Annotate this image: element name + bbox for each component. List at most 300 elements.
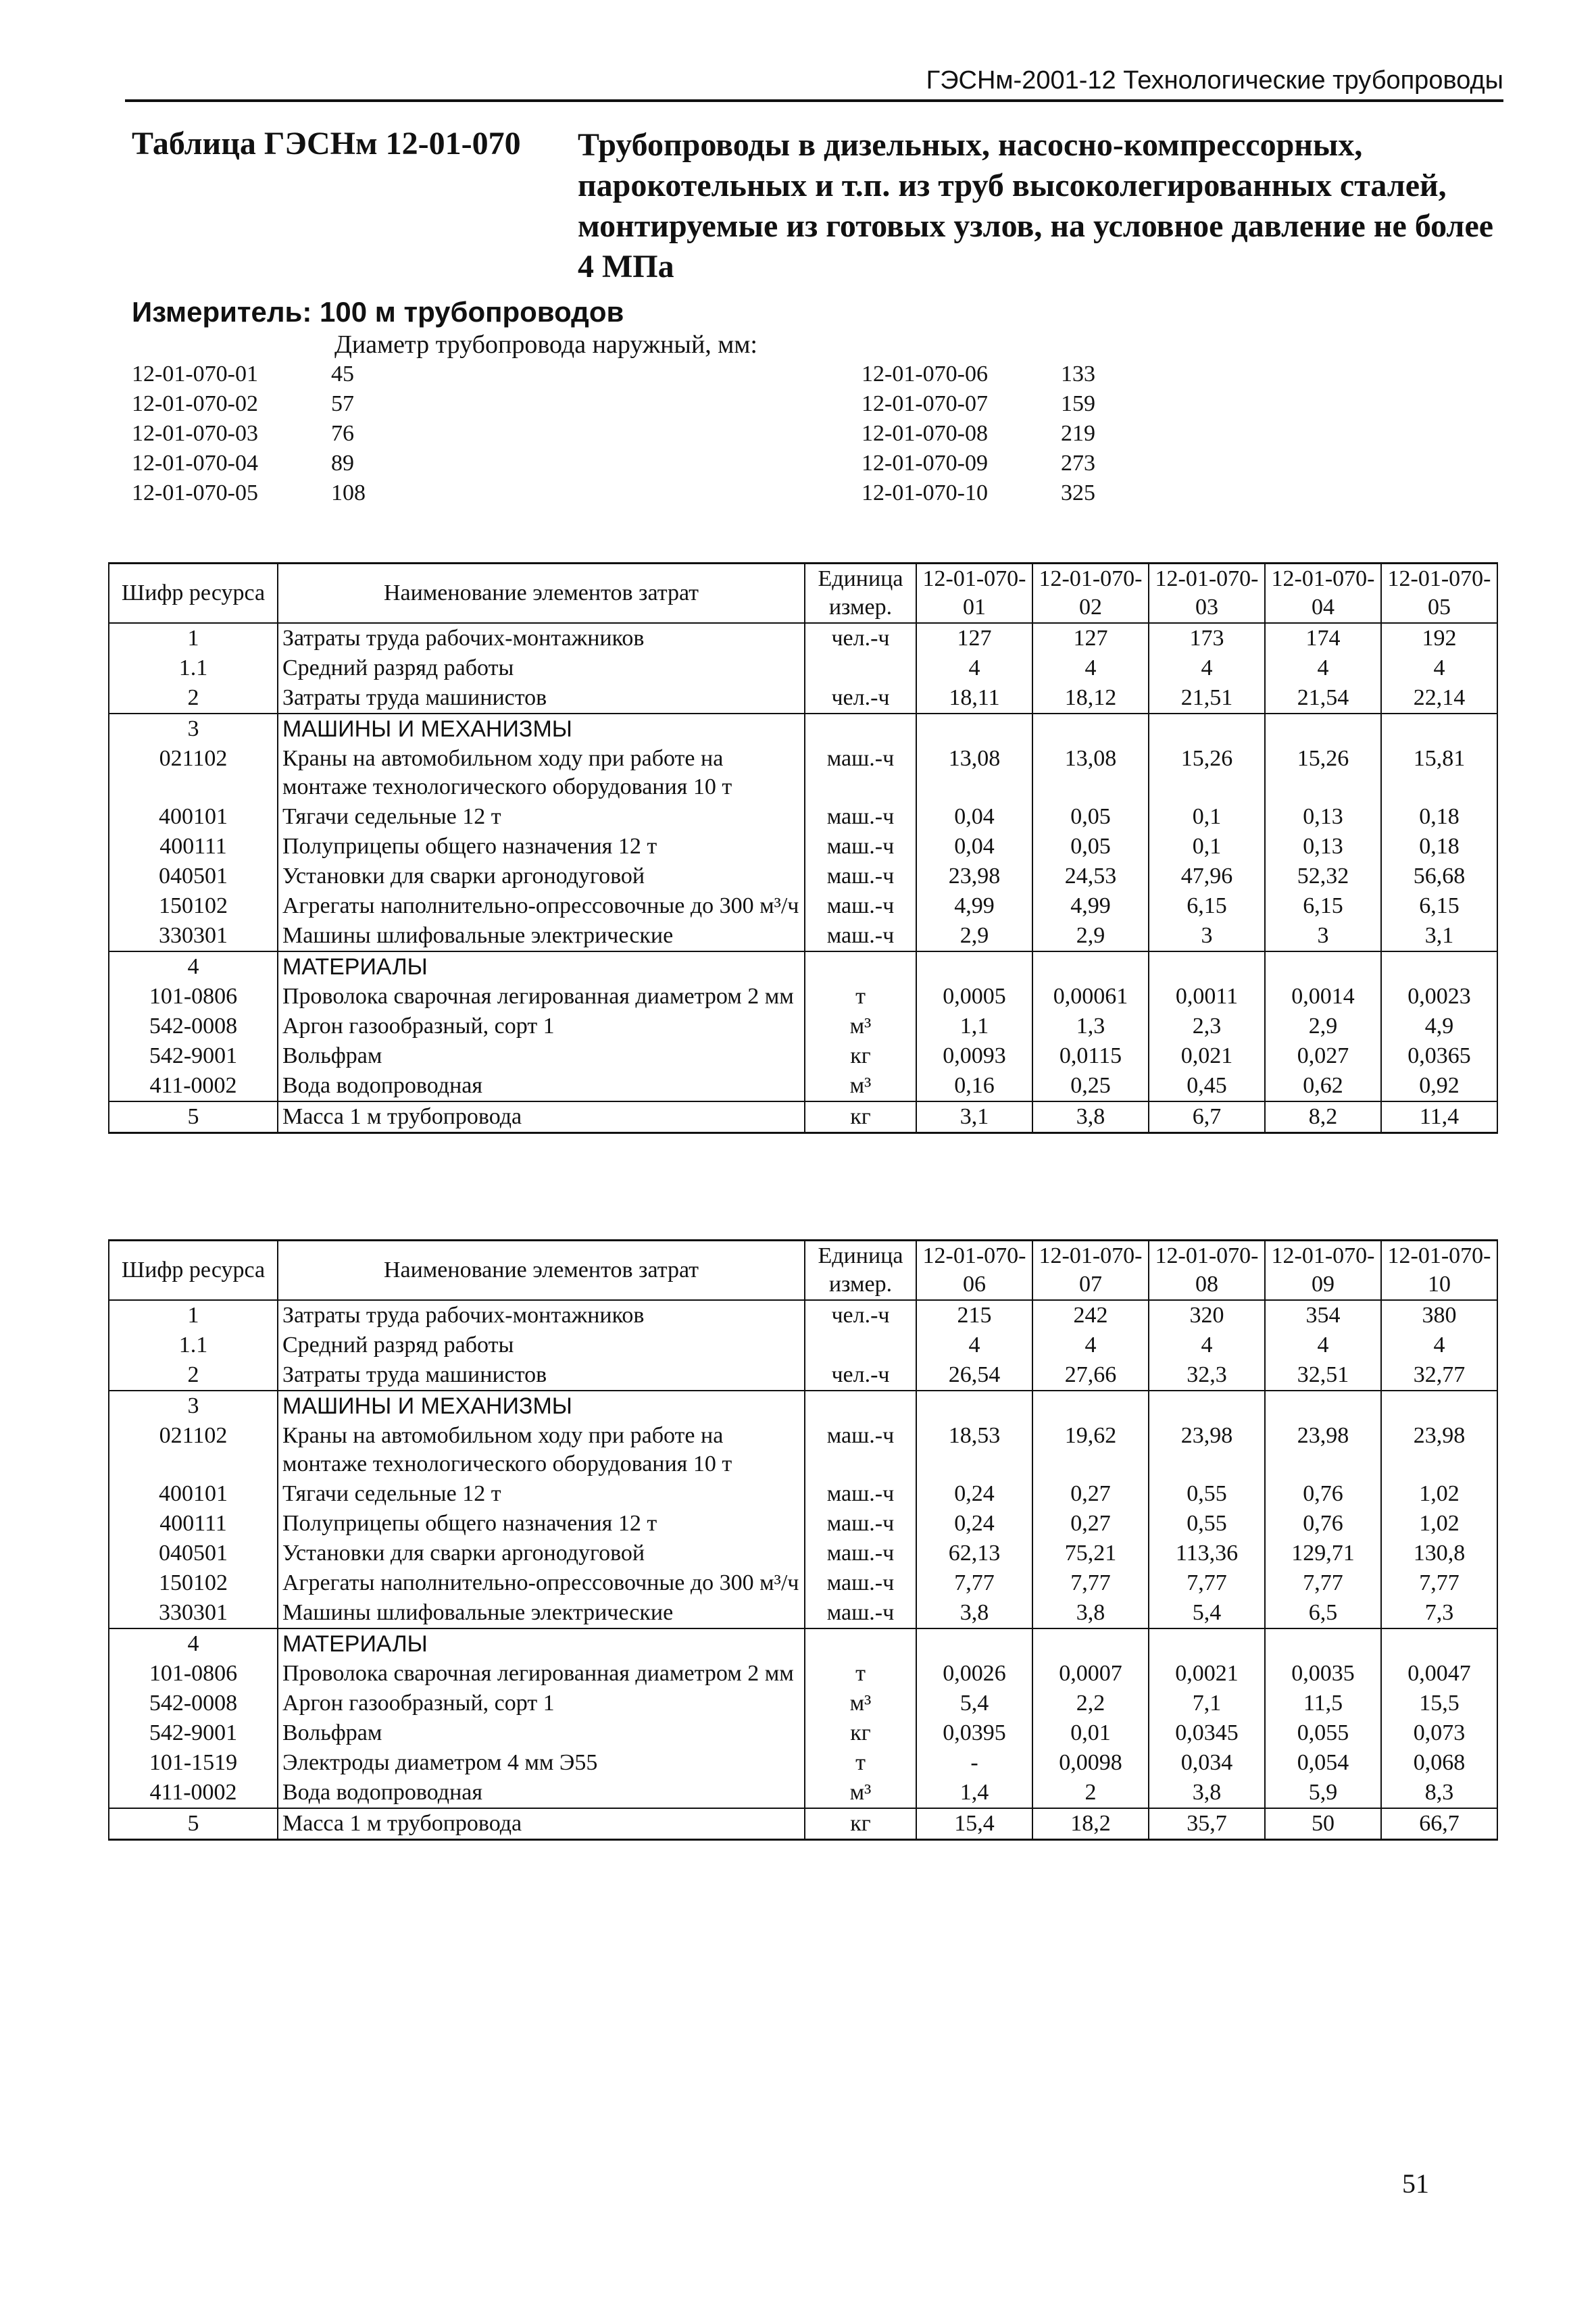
diameter-item (862, 478, 1095, 508)
value-cell (1265, 1391, 1381, 1421)
diameter-item (862, 449, 1095, 478)
value-cell: 127 (916, 623, 1032, 653)
header-unit: Единица измер. (805, 564, 916, 624)
diameter-code: 12-01-070-07 (862, 391, 988, 416)
value-cell: 18,12 (1032, 683, 1149, 714)
cost-element-name: Установки для сварки аргонодуговой (278, 862, 805, 891)
diameter-caption: Диаметр трубопровода наружный, мм: (334, 330, 757, 359)
value-cell: 4 (1032, 1330, 1149, 1360)
value-cell (916, 714, 1032, 744)
value-cell: 23,98 (1381, 1421, 1497, 1479)
value-cell: 0,45 (1149, 1071, 1265, 1101)
table-row (109, 921, 1497, 951)
unit-cell: кг (805, 1718, 916, 1748)
value-cell: 192 (1381, 623, 1497, 653)
diameter-code: 12-01-070-08 (862, 421, 988, 446)
unit-cell: м³ (805, 1689, 916, 1718)
value-cell: 0,18 (1381, 832, 1497, 862)
table-row (109, 982, 1497, 1012)
value-cell (1381, 714, 1497, 744)
table-row (109, 891, 1497, 921)
resource-code: 542-9001 (109, 1041, 278, 1071)
value-cell: 0,0011 (1149, 982, 1265, 1012)
value-cell: 8,2 (1265, 1101, 1381, 1133)
value-cell: 47,96 (1149, 862, 1265, 891)
diameter-item (862, 389, 1095, 419)
value-cell: 18,53 (916, 1421, 1032, 1479)
value-cell: 0,01 (1032, 1718, 1149, 1748)
value-cell: 0,27 (1032, 1479, 1149, 1509)
table-row (109, 623, 1497, 653)
unit-cell: маш.-ч (805, 832, 916, 862)
diameter-item (132, 449, 366, 478)
diameter-value: 133 (1061, 362, 1095, 387)
header-name: Наименование элементов затрат (278, 1241, 805, 1301)
resource-code: 542-0008 (109, 1689, 278, 1718)
table-row (109, 1509, 1497, 1539)
unit-cell: маш.-ч (805, 802, 916, 832)
table-row (109, 1689, 1497, 1718)
unit-cell (805, 1391, 916, 1421)
value-cell (1265, 1628, 1381, 1659)
value-cell: 0,027 (1265, 1041, 1381, 1071)
unit-cell: маш.-ч (805, 891, 916, 921)
unit-cell: маш.-ч (805, 1598, 916, 1628)
value-cell: 8,3 (1381, 1778, 1497, 1808)
unit-cell: м³ (805, 1012, 916, 1041)
header-code: Шифр ресурса (109, 564, 278, 624)
diameter-value: 325 (1061, 480, 1095, 505)
value-cell: 0,76 (1265, 1509, 1381, 1539)
table-row (109, 744, 1497, 802)
diameter-code: 12-01-070-10 (862, 480, 988, 505)
resource-code: 101-0806 (109, 982, 278, 1012)
unit-cell: чел.-ч (805, 1300, 916, 1330)
table-row (109, 1659, 1497, 1689)
resource-code: 411-0002 (109, 1071, 278, 1101)
cost-element-name: МАТЕРИАЛЫ (278, 951, 805, 982)
value-cell (1265, 951, 1381, 982)
resource-code: 330301 (109, 1598, 278, 1628)
value-cell: 0,0345 (1149, 1718, 1265, 1748)
cost-element-name: Машины шлифовальные электрические (278, 921, 805, 951)
table-row (109, 1360, 1497, 1391)
table-row (109, 653, 1497, 683)
unit-cell: маш.-ч (805, 1421, 916, 1479)
unit-cell: кг (805, 1101, 916, 1133)
diameter-value: 89 (331, 451, 354, 476)
diameter-item (132, 419, 366, 449)
table-row (109, 1421, 1497, 1479)
resource-code: 330301 (109, 921, 278, 951)
value-cell: 2,2 (1032, 1689, 1149, 1718)
value-cell: 0,24 (916, 1479, 1032, 1509)
resource-code: 021102 (109, 744, 278, 802)
unit-cell (805, 714, 916, 744)
value-cell: 0,25 (1032, 1071, 1149, 1101)
table-row (109, 1479, 1497, 1509)
value-cell: 5,4 (916, 1689, 1032, 1718)
value-cell: 0,04 (916, 802, 1032, 832)
value-cell: 4 (1265, 653, 1381, 683)
value-cell: 75,21 (1032, 1539, 1149, 1568)
value-cell: 0,62 (1265, 1071, 1381, 1101)
value-cell (916, 951, 1032, 982)
diameter-code: 12-01-070-06 (862, 362, 988, 387)
value-cell: 354 (1265, 1300, 1381, 1330)
resource-code: 400101 (109, 802, 278, 832)
table-label: Таблица ГЭСНм 12-01-070 (132, 126, 521, 161)
value-cell: 7,77 (1381, 1568, 1497, 1598)
page-number: 51 (1402, 2168, 1429, 2199)
resource-code: 2 (109, 1360, 278, 1391)
value-cell: 3 (1265, 921, 1381, 951)
value-cell: 0,04 (916, 832, 1032, 862)
value-cell: 15,81 (1381, 744, 1497, 802)
value-cell: 7,3 (1381, 1598, 1497, 1628)
value-cell (1032, 714, 1149, 744)
cost-element-name: Краны на автомобильном ходу при работе на монтаже технологического оборудования 10 т (278, 1421, 805, 1479)
value-cell: 6,7 (1149, 1101, 1265, 1133)
unit-cell: маш.-ч (805, 921, 916, 951)
value-cell (1149, 714, 1265, 744)
header-column: 12-01-070-05 (1381, 564, 1497, 624)
resource-code: 400101 (109, 1479, 278, 1509)
header-code: Шифр ресурса (109, 1241, 278, 1301)
resource-code: 411-0002 (109, 1778, 278, 1808)
value-cell: 0,1 (1149, 802, 1265, 832)
header-column: 12-01-070-02 (1032, 564, 1149, 624)
value-cell: 3,8 (1032, 1598, 1149, 1628)
table-row (109, 1300, 1497, 1330)
header-column: 12-01-070-03 (1149, 564, 1265, 624)
cost-element-name: Агрегаты наполнительно-опрессовочные до 300 м³/ч (278, 1568, 805, 1598)
value-cell: 0,76 (1265, 1479, 1381, 1509)
unit-cell: чел.-ч (805, 1360, 916, 1391)
resource-code: 4 (109, 1628, 278, 1659)
value-cell: 0,92 (1381, 1071, 1497, 1101)
diameter-list-left (132, 359, 366, 508)
cost-element-name: Проволока сварочная легированная диаметром 2 мм (278, 982, 805, 1012)
value-cell: 0,073 (1381, 1718, 1497, 1748)
value-cell (916, 1391, 1032, 1421)
value-cell: 3,8 (1149, 1778, 1265, 1808)
cost-element-name: Полуприцепы общего назначения 12 т (278, 1509, 805, 1539)
value-cell (1149, 1391, 1265, 1421)
value-cell: 7,77 (1149, 1568, 1265, 1598)
resource-code: 150102 (109, 891, 278, 921)
value-cell: 6,15 (1265, 891, 1381, 921)
value-cell: 4 (916, 1330, 1032, 1360)
resource-code: 542-0008 (109, 1012, 278, 1041)
value-cell: 0,054 (1265, 1748, 1381, 1778)
value-cell: 0,24 (916, 1509, 1032, 1539)
value-cell: 7,77 (1032, 1568, 1149, 1598)
value-cell: 0,05 (1032, 832, 1149, 862)
value-cell: 5,4 (1149, 1598, 1265, 1628)
value-cell: 0,0395 (916, 1718, 1032, 1748)
value-cell: 0,0005 (916, 982, 1032, 1012)
table-row (109, 1778, 1497, 1808)
cost-element-name: Проволока сварочная легированная диаметром 2 мм (278, 1659, 805, 1689)
header-column: 12-01-070-07 (1032, 1241, 1149, 1301)
value-cell: 6,15 (1149, 891, 1265, 921)
table-header-row (109, 564, 1497, 624)
value-cell: 2,3 (1149, 1012, 1265, 1041)
value-cell: 2,9 (916, 921, 1032, 951)
value-cell: 66,7 (1381, 1808, 1497, 1840)
value-cell: 0,055 (1265, 1718, 1381, 1748)
value-cell: 13,08 (916, 744, 1032, 802)
value-cell: 0,13 (1265, 802, 1381, 832)
value-cell (1381, 951, 1497, 982)
value-cell (1032, 1391, 1149, 1421)
unit-cell: маш.-ч (805, 1479, 916, 1509)
resource-code: 101-0806 (109, 1659, 278, 1689)
value-cell (1265, 714, 1381, 744)
diameter-item (132, 359, 366, 389)
value-cell: 22,14 (1381, 683, 1497, 714)
unit-cell: чел.-ч (805, 623, 916, 653)
unit-cell: т (805, 1748, 916, 1778)
value-cell (1032, 951, 1149, 982)
measure-value: 100 м трубопроводов (320, 296, 624, 328)
diameter-item (862, 419, 1095, 449)
cost-element-name: Затраты труда машинистов (278, 1360, 805, 1391)
resource-code: 542-9001 (109, 1718, 278, 1748)
value-cell: 2,9 (1265, 1012, 1381, 1041)
value-cell: 0,05 (1032, 802, 1149, 832)
value-cell: 0,0047 (1381, 1659, 1497, 1689)
cost-element-name: Затраты труда рабочих-монтажников (278, 623, 805, 653)
diameter-item (862, 359, 1095, 389)
value-cell: 11,5 (1265, 1689, 1381, 1718)
value-cell: 7,77 (916, 1568, 1032, 1598)
value-cell: 24,53 (1032, 862, 1149, 891)
resource-code: 101-1519 (109, 1748, 278, 1778)
value-cell: 174 (1265, 623, 1381, 653)
table-header-row (109, 1241, 1497, 1301)
value-cell: 0,16 (916, 1071, 1032, 1101)
header-column: 12-01-070-10 (1381, 1241, 1497, 1301)
value-cell: 0,0007 (1032, 1659, 1149, 1689)
value-cell: 380 (1381, 1300, 1497, 1330)
table-row (109, 1718, 1497, 1748)
unit-cell: маш.-ч (805, 1568, 916, 1598)
unit-cell: м³ (805, 1778, 916, 1808)
value-cell: 4 (916, 653, 1032, 683)
value-cell: 23,98 (1149, 1421, 1265, 1479)
cost-element-name: Вода водопроводная (278, 1778, 805, 1808)
diameter-value: 108 (331, 480, 366, 505)
diameter-value: 273 (1061, 451, 1095, 476)
value-cell: 7,77 (1265, 1568, 1381, 1598)
running-header: ГЭСНм-2001-12 Технологические трубопроводы (125, 66, 1503, 102)
value-cell: 32,51 (1265, 1360, 1381, 1391)
value-cell: 0,13 (1265, 832, 1381, 862)
value-cell (1149, 1628, 1265, 1659)
value-cell: 15,5 (1381, 1689, 1497, 1718)
unit-cell (805, 1628, 916, 1659)
resource-code: 1 (109, 623, 278, 653)
value-cell: 1,02 (1381, 1479, 1497, 1509)
value-cell: 6,15 (1381, 891, 1497, 921)
resource-code: 2 (109, 683, 278, 714)
table-row (109, 1041, 1497, 1071)
value-cell: 13,08 (1032, 744, 1149, 802)
value-cell: 4 (1032, 653, 1149, 683)
diameter-code: 12-01-070-01 (132, 362, 258, 387)
value-cell: 0,0098 (1032, 1748, 1149, 1778)
diameter-value: 76 (331, 421, 354, 446)
resource-code: 040501 (109, 862, 278, 891)
value-cell: 56,68 (1381, 862, 1497, 891)
unit-cell: маш.-ч (805, 1509, 916, 1539)
header-column: 12-01-070-01 (916, 564, 1032, 624)
value-cell: 62,13 (916, 1539, 1032, 1568)
table-row (109, 1628, 1497, 1659)
value-cell: 1,02 (1381, 1509, 1497, 1539)
value-cell: 129,71 (1265, 1539, 1381, 1568)
value-cell: 18,11 (916, 683, 1032, 714)
value-cell: 4 (1381, 653, 1497, 683)
table-row (109, 1598, 1497, 1628)
resource-code: 1.1 (109, 653, 278, 683)
cost-element-name: Масса 1 м трубопровода (278, 1101, 805, 1133)
value-cell: 4,99 (916, 891, 1032, 921)
cost-element-name: Машины шлифовальные электрические (278, 1598, 805, 1628)
cost-element-name: Полуприцепы общего назначения 12 т (278, 832, 805, 862)
value-cell: 0,55 (1149, 1509, 1265, 1539)
value-cell: 3,8 (1032, 1101, 1149, 1133)
resource-code: 040501 (109, 1539, 278, 1568)
value-cell: 3 (1149, 921, 1265, 951)
header-unit: Единица измер. (805, 1241, 916, 1301)
cost-element-name: Средний разряд работы (278, 653, 805, 683)
unit-cell: маш.-ч (805, 1539, 916, 1568)
table-row (109, 1071, 1497, 1101)
header-column: 12-01-070-09 (1265, 1241, 1381, 1301)
value-cell: 1,3 (1032, 1012, 1149, 1041)
value-cell: 0,0014 (1265, 982, 1381, 1012)
value-cell: 4 (1149, 653, 1265, 683)
cost-element-name: Аргон газообразный, сорт 1 (278, 1012, 805, 1041)
value-cell: 0,0115 (1032, 1041, 1149, 1071)
value-cell: 4,9 (1381, 1012, 1497, 1041)
value-cell: 6,5 (1265, 1598, 1381, 1628)
cost-element-name: Масса 1 м трубопровода (278, 1808, 805, 1840)
value-cell: 113,36 (1149, 1539, 1265, 1568)
cost-element-name: Средний разряд работы (278, 1330, 805, 1360)
value-cell (1381, 1628, 1497, 1659)
resource-code: 3 (109, 1391, 278, 1421)
unit-cell (805, 1330, 916, 1360)
cost-element-name: Тягачи седельные 12 т (278, 802, 805, 832)
value-cell: 0,034 (1149, 1748, 1265, 1778)
table-row (109, 683, 1497, 714)
value-cell: 15,4 (916, 1808, 1032, 1840)
value-cell: 127 (1032, 623, 1149, 653)
unit-cell: маш.-ч (805, 862, 916, 891)
measure-line (132, 296, 624, 328)
table-row (109, 1568, 1497, 1598)
header-column: 12-01-070-04 (1265, 564, 1381, 624)
table-row (109, 1539, 1497, 1568)
value-cell: 32,3 (1149, 1360, 1265, 1391)
value-cell: 27,66 (1032, 1360, 1149, 1391)
value-cell: 0,1 (1149, 832, 1265, 862)
value-cell: 7,1 (1149, 1689, 1265, 1718)
value-cell (1032, 1628, 1149, 1659)
value-cell: 15,26 (1265, 744, 1381, 802)
value-cell: 23,98 (1265, 1421, 1381, 1479)
table-row (109, 1012, 1497, 1041)
header-name: Наименование элементов затрат (278, 564, 805, 624)
diameter-value: 45 (331, 362, 354, 387)
resource-code: 3 (109, 714, 278, 744)
value-cell: 32,77 (1381, 1360, 1497, 1391)
value-cell: 0,068 (1381, 1748, 1497, 1778)
cost-element-name: Краны на автомобильном ходу при работе на монтаже технологического оборудования 10 т (278, 744, 805, 802)
resource-code: 400111 (109, 1509, 278, 1539)
diameter-code: 12-01-070-02 (132, 391, 258, 416)
norm-table-2 (108, 1239, 1498, 1841)
unit-cell (805, 653, 916, 683)
table-row (109, 1101, 1497, 1133)
cost-element-name: Вольфрам (278, 1041, 805, 1071)
value-cell: 4 (1149, 1330, 1265, 1360)
value-cell: 0,0023 (1381, 982, 1497, 1012)
value-cell: 2,9 (1032, 921, 1149, 951)
cost-element-name: Вольфрам (278, 1718, 805, 1748)
value-cell: 0,0093 (916, 1041, 1032, 1071)
table-row (109, 1391, 1497, 1421)
resource-code: 021102 (109, 1421, 278, 1479)
value-cell: 3,8 (916, 1598, 1032, 1628)
value-cell: 130,8 (1381, 1539, 1497, 1568)
value-cell: 26,54 (916, 1360, 1032, 1391)
value-cell: 5,9 (1265, 1778, 1381, 1808)
value-cell: 4 (1381, 1330, 1497, 1360)
resource-code: 5 (109, 1101, 278, 1133)
value-cell: 0,00061 (1032, 982, 1149, 1012)
value-cell: 50 (1265, 1808, 1381, 1840)
value-cell: 0,55 (1149, 1479, 1265, 1509)
resource-code: 1 (109, 1300, 278, 1330)
cost-element-name: МАТЕРИАЛЫ (278, 1628, 805, 1659)
diameter-value: 57 (331, 391, 354, 416)
header-column: 12-01-070-08 (1149, 1241, 1265, 1301)
cost-element-name: Агрегаты наполнительно-опрессовочные до 300 м³/ч (278, 891, 805, 921)
unit-cell: кг (805, 1041, 916, 1071)
value-cell: 0,021 (1149, 1041, 1265, 1071)
value-cell (1381, 1391, 1497, 1421)
cost-element-name: Установки для сварки аргонодуговой (278, 1539, 805, 1568)
diameter-code: 12-01-070-09 (862, 451, 988, 476)
value-cell: 11,4 (1381, 1101, 1497, 1133)
unit-cell: кг (805, 1808, 916, 1840)
value-cell: - (916, 1748, 1032, 1778)
cost-element-name: Затраты труда машинистов (278, 683, 805, 714)
value-cell: 23,98 (916, 862, 1032, 891)
unit-cell: чел.-ч (805, 683, 916, 714)
diameter-code: 12-01-070-04 (132, 451, 258, 476)
measure-label: Измеритель: (132, 296, 312, 328)
cost-element-name: Электроды диаметром 4 мм Э55 (278, 1748, 805, 1778)
value-cell: 52,32 (1265, 862, 1381, 891)
diameter-list-right (862, 359, 1095, 508)
value-cell: 242 (1032, 1300, 1149, 1330)
